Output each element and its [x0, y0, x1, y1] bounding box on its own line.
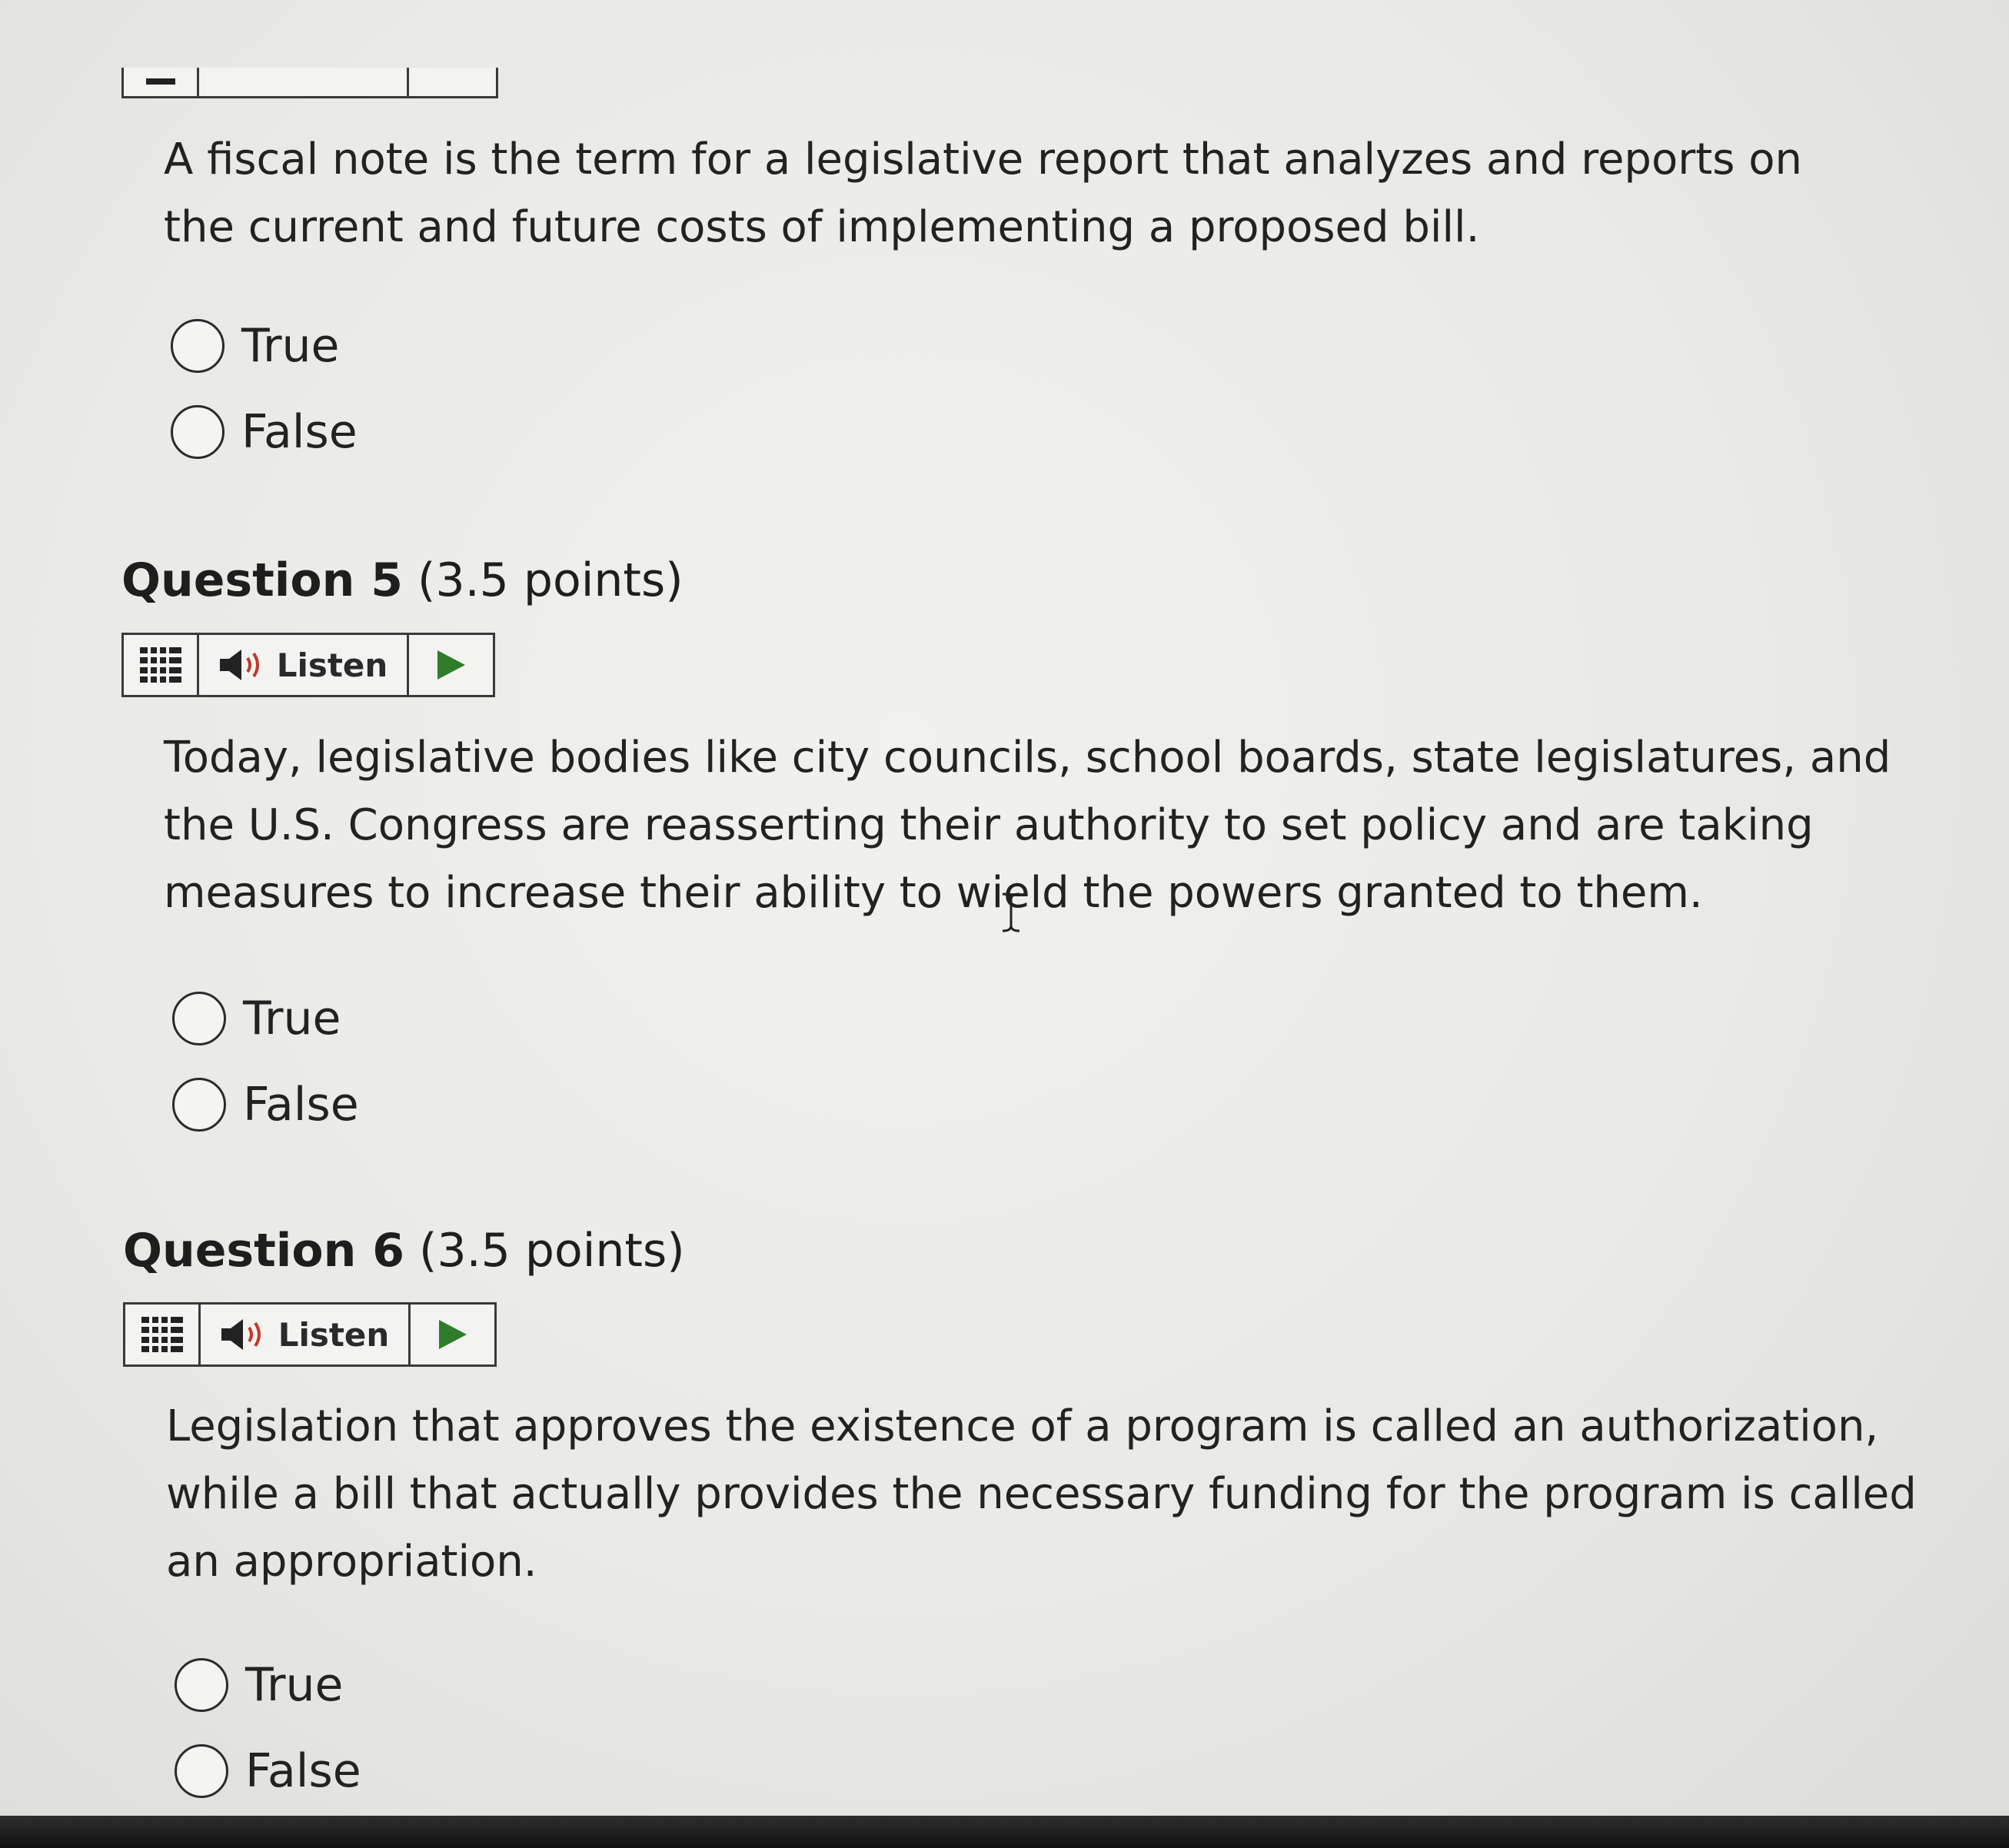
play-button[interactable]: [411, 1305, 494, 1364]
menu-icon: [146, 78, 175, 85]
question-4-listen-toolbar: [121, 54, 498, 98]
question-6-listen-toolbar: [123, 1302, 497, 1367]
question-points: (3.5 points): [419, 1224, 685, 1278]
radio-button[interactable]: [171, 405, 225, 459]
radio-button[interactable]: [171, 319, 225, 373]
menu-icon: [141, 1317, 183, 1352]
menu-button[interactable]: [124, 635, 199, 695]
play-icon: [437, 1318, 468, 1351]
listen-button[interactable]: [199, 635, 409, 695]
radio-button[interactable]: [175, 1658, 228, 1712]
question-4-option-true[interactable]: [171, 315, 339, 377]
option-label: True: [245, 1658, 344, 1712]
speaker-icon: [218, 647, 266, 683]
listen-label: Listen: [276, 646, 388, 684]
question-4-text: A fiscal note is the term for a legislative report that analyzes and reports on the current and future costs of implementing a proposed bill.: [164, 135, 1802, 252]
menu-button[interactable]: [124, 56, 199, 96]
question-5-text: Today, legislative bodies like city councils, school boards, state legislatures, and the U.S. Congress are reasserting their authority to set policy and are taking measures to increase their ability to wield the powers granted to them.: [164, 733, 1891, 918]
menu-button[interactable]: [125, 1305, 201, 1364]
question-5-option-true[interactable]: [172, 988, 341, 1049]
listen-label: Listen: [278, 1315, 390, 1354]
play-button[interactable]: [409, 56, 496, 96]
screen-bezel: [0, 1816, 2009, 1848]
listen-button[interactable]: [199, 56, 409, 96]
question-5-heading: [121, 553, 684, 607]
question-4-option-false[interactable]: [171, 401, 358, 463]
question-points: (3.5 points): [417, 553, 684, 607]
radio-button[interactable]: [172, 992, 226, 1045]
question-title: Question 6: [123, 1224, 404, 1278]
question-5-listen-toolbar: [121, 633, 495, 697]
question-5-option-false[interactable]: [172, 1074, 359, 1135]
question-6-heading: [123, 1224, 685, 1278]
play-icon: [436, 649, 467, 681]
radio-button[interactable]: [175, 1744, 228, 1798]
question-6-text: Legislation that approves the existence of a program is called an authorization, while a bill that actually provides the necessary funding for the program is called an appropriation.: [166, 1401, 1917, 1587]
option-label: False: [245, 1744, 361, 1798]
radio-button[interactable]: [172, 1078, 226, 1132]
option-label: False: [243, 1078, 359, 1132]
listen-button[interactable]: [201, 1305, 411, 1364]
option-label: True: [243, 992, 341, 1045]
speaker-icon: [220, 1317, 268, 1352]
option-label: True: [241, 319, 340, 373]
question-title: Question 5: [121, 553, 403, 607]
option-label: False: [241, 405, 358, 459]
question-6-option-false[interactable]: [175, 1740, 361, 1802]
question-6-option-true[interactable]: [175, 1654, 343, 1716]
play-button[interactable]: [409, 635, 493, 695]
menu-icon: [140, 647, 181, 683]
text-cursor-icon: [1000, 892, 1023, 933]
